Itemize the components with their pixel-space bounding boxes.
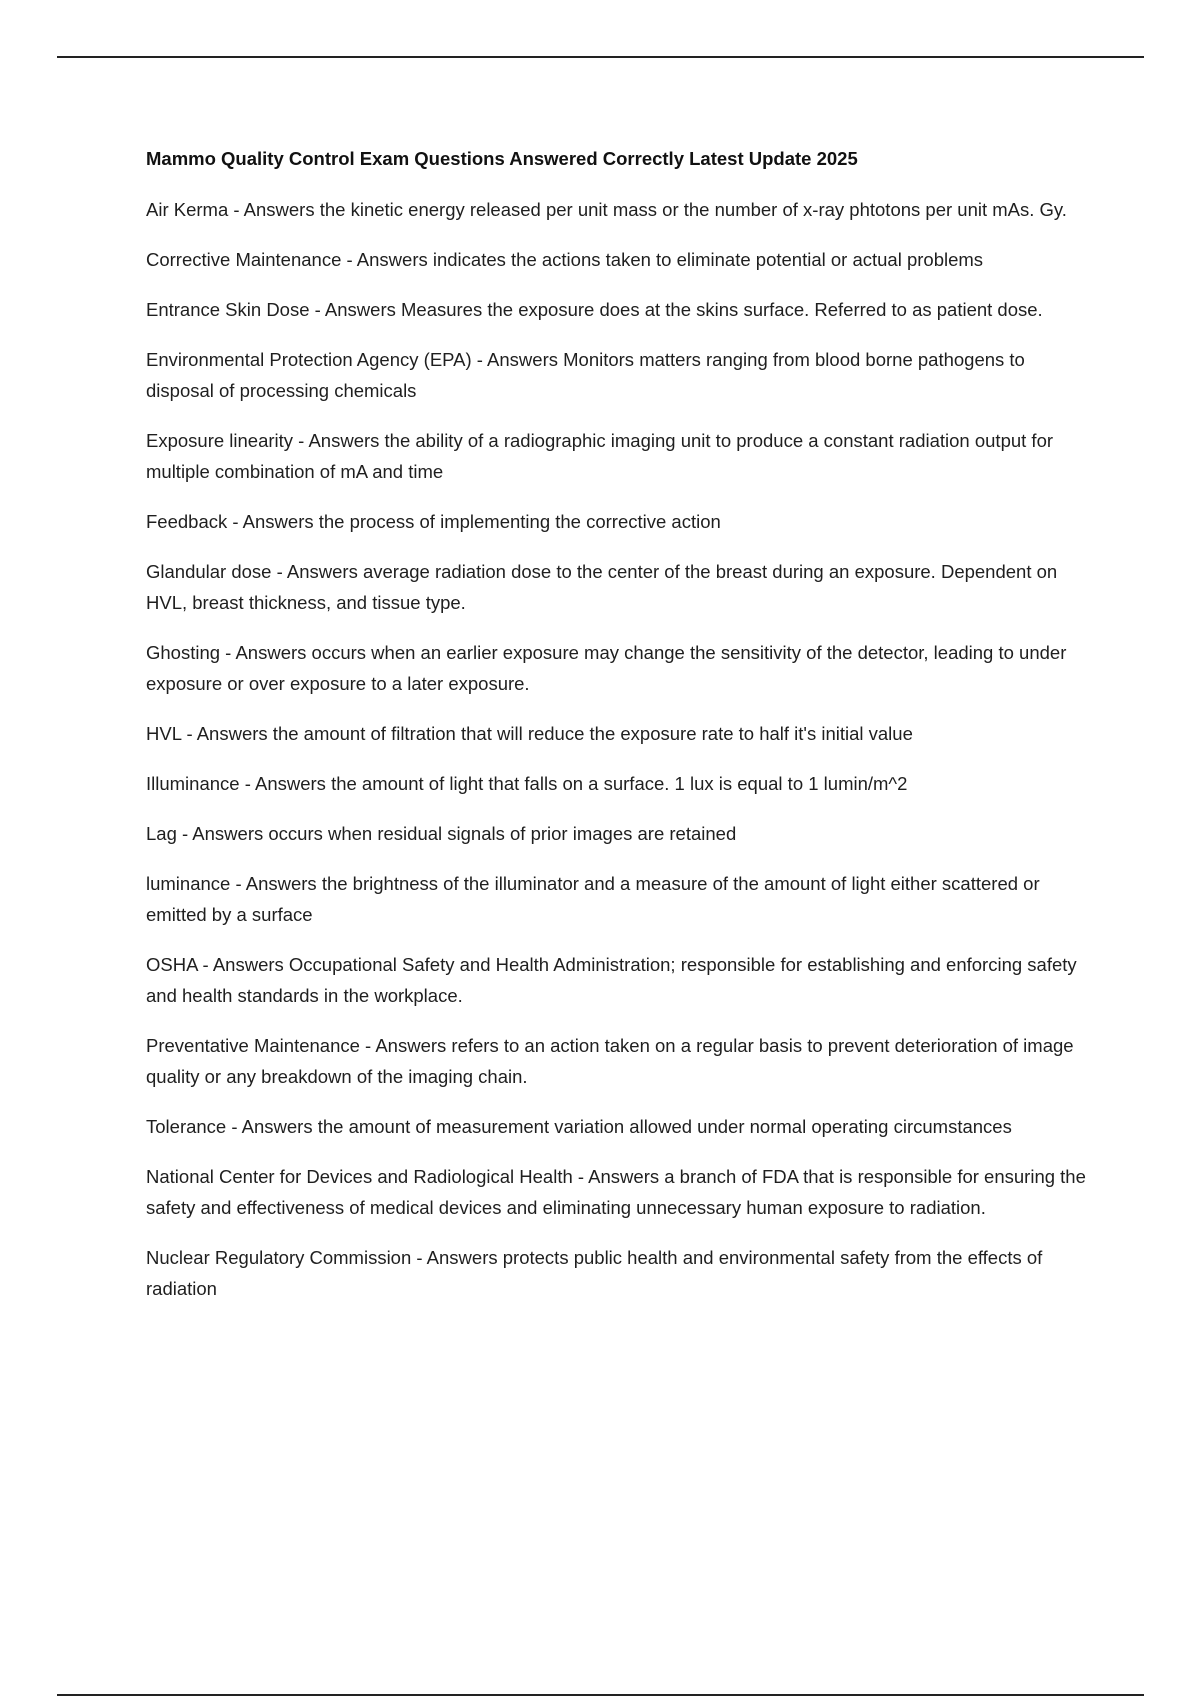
document-title: Mammo Quality Control Exam Questions Answered Correctly Latest Update 2025 [146,148,858,169]
entry-nrc: Nuclear Regulatory Commission - Answers protects public health and environmental safety from the effects of radiation [146,1247,1043,1299]
entry-glandular-dose: Glandular dose - Answers average radiation dose to the center of the breast during an exposure. Dependent on HVL, breast thickness, and tissue type. [146,561,1058,613]
entry-hvl: HVL - Answers the amount of filtration that will reduce the exposure rate to half it's initial value [146,723,913,744]
entry-corrective-maintenance: Corrective Maintenance - Answers indicates the actions taken to eliminate potential or actual problems [146,249,984,270]
entry-exposure-linearity: Exposure linearity - Answers the ability of a radiographic imaging unit to produce a constant radiation output for multiple combination of mA and time [146,430,1054,482]
entry-illuminance: Illuminance - Answers the amount of light that falls on a surface. 1 lux is equal to 1 lumin/m^2 [146,773,908,794]
entry-luminance: luminance - Answers the brightness of the illuminator and a measure of the amount of light either scattered or emitted by a surface [146,873,1040,925]
footer-rule [57,1694,1144,1696]
entry-entrance-skin-dose: Entrance Skin Dose - Answers Measures the exposure does at the skins surface. Referred to as patient dose. [146,299,1043,320]
entry-ncdrh: National Center for Devices and Radiological Health - Answers a branch of FDA that is responsible for ensuring the safety and effectiveness of medical devices and eliminating unnecessary human exposure to radiation. [146,1166,1086,1218]
entry-osha: OSHA - Answers Occupational Safety and Health Administration; responsible for establishing and enforcing safety and health standards in the workplace. [146,954,1077,1006]
header-rule [57,56,1144,58]
entry-lag: Lag - Answers occurs when residual signals of prior images are retained [146,823,737,844]
entry-air-kerma: Air Kerma - Answers the kinetic energy released per unit mass or the number of x-ray phtotons per unit mAs. Gy. [146,199,1067,220]
entry-ghosting: Ghosting - Answers occurs when an earlier exposure may change the sensitivity of the detector, leading to under exposure or over exposure to a later exposure. [146,642,1067,694]
entry-preventative-maintenance: Preventative Maintenance - Answers refers to an action taken on a regular basis to prevent deterioration of image quality or any breakdown of the imaging chain. [146,1035,1074,1087]
entry-feedback: Feedback - Answers the process of implementing the corrective action [146,511,721,532]
entry-tolerance: Tolerance - Answers the amount of measurement variation allowed under normal operating circumstances [146,1116,1012,1137]
document-body [146,146,1086,1323]
entry-epa: Environmental Protection Agency (EPA) - Answers Monitors matters ranging from blood borne pathogens to disposal of processing chemicals [146,349,1025,401]
